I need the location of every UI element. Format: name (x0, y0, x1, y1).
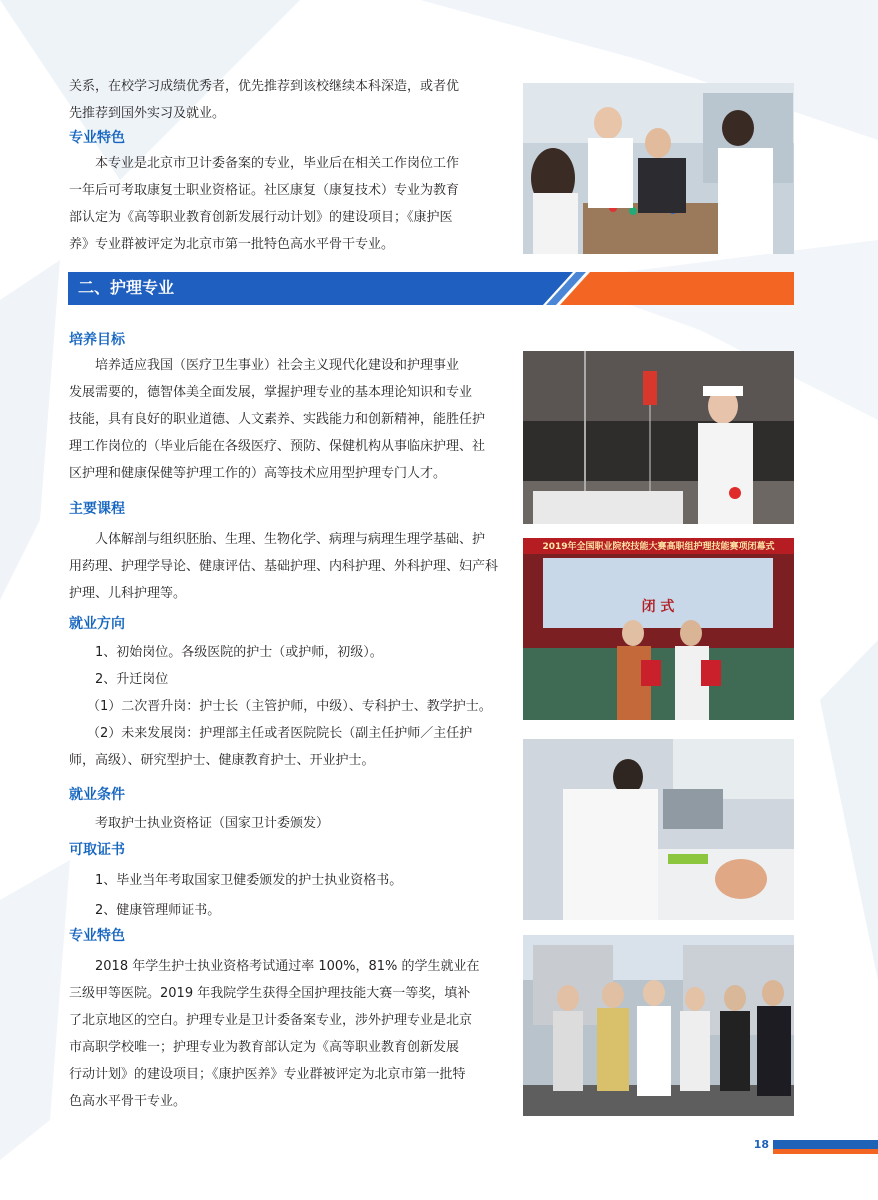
feature-paragraph (69, 150, 519, 258)
text-line: 护理、儿科护理等。 (69, 586, 187, 601)
intro-paragraph (69, 73, 514, 127)
text-line: 关系，在校学习成绩优秀者，优先推荐到该校继续本科深造，或者优 (69, 79, 460, 94)
text-line: 考取护士执业资格证（国家卫计委颁发） (95, 816, 330, 831)
section-heading: 可取证书 (69, 842, 125, 858)
page-number: 18 (753, 1138, 769, 1151)
text-line: 2、升迁岗位 (95, 672, 169, 687)
text-line: 用药理、护理学导论、健康评估、基础护理、内科护理、外科护理、妇产科 (69, 559, 499, 574)
section-heading: 专业特色 (69, 928, 125, 944)
section-heading: 主要课程 (69, 501, 125, 517)
rehab-training-photo (523, 83, 794, 254)
footer-bar (773, 1140, 878, 1154)
text-line: 区护理和健康保健等护理工作的）高等技术应用型护理专门人才。 (69, 466, 447, 481)
text-line: （1）二次晋升岗：护士长（主管护师，中级）、专科护士、教学护士。 (87, 699, 492, 714)
career-paragraph (69, 639, 519, 774)
text-line: 三级甲等医院。2019 年我院学生获得全国护理技能大赛一等奖，填补 (69, 986, 471, 1001)
section-heading: 就业方向 (69, 616, 125, 632)
text-line: 色高水平骨干专业。 (69, 1094, 187, 1109)
text-line: 师，高级）、研究型护士、健康教育护士、开业护士。 (69, 753, 375, 768)
text-line: 本专业是北京市卫计委备案的专业，毕业后在相关工作岗位工作 (95, 156, 460, 171)
screen-text: 闭 式 (641, 599, 675, 615)
text-line: 1、初始岗位。各级医院的护士（或护师，初级）。 (95, 645, 383, 660)
section-heading: 培养目标 (69, 332, 125, 348)
text-line: 一年后可考取康复士职业资格证。社区康复（康复技术）专业为教育 (69, 183, 460, 198)
text-line: 部认定为《高等职业教育创新发展行动计划》的建设项目；《康护医 (69, 210, 453, 225)
text-line: 了北京地区的空白。护理专业是卫计委备案专业，涉外护理专业是北京 (69, 1013, 473, 1028)
text-line: 行动计划》的建设项目；《康护医养》专业群被评定为北京市第一批特 (69, 1067, 466, 1082)
nursing-skills-photo (523, 351, 794, 524)
text-line: （2）未来发展岗：护理部主任或者医院院长（副主任护师／主任护 (87, 726, 473, 741)
nursing-feature-paragraph (69, 953, 519, 1115)
text-line: 发展需要的，德智体美全面发展，掌握护理专业的基本理论知识和专业 (69, 385, 473, 400)
section-banner (68, 272, 794, 305)
text-line: 先推荐到国外实习及就业。 (69, 106, 226, 121)
clinical-simulation-photo (523, 739, 794, 920)
group-photo (523, 935, 794, 1116)
section-heading: 就业条件 (69, 787, 125, 803)
text-line: 培养适应我国（医疗卫生事业）社会主义现代化建设和护理事业 (95, 358, 460, 373)
text-line: 人体解剖与组织胚胎、生理、生物化学、病理与病理生理学基础、护 (95, 532, 486, 547)
banner-shape (68, 272, 794, 305)
text-line: 2、健康管理师证书。 (95, 903, 221, 918)
text-line: 1、毕业当年考取国家卫健委颁发的护士执业资格书。 (95, 873, 403, 888)
text-line: 技能，具有良好的职业道德、人文素养、实践能力和创新精神，能胜任护 (69, 412, 486, 427)
text-line: 养》专业群被评定为北京市第一批特色高水平骨干专业。 (69, 237, 395, 252)
award-banner-text: 2019年全国职业院校技能大赛高职组护理技能赛项闭幕式 (542, 542, 775, 552)
condition-paragraph (69, 810, 519, 837)
course-paragraph (69, 526, 519, 607)
section-heading: 专业特色 (69, 130, 125, 146)
cert-paragraph (69, 867, 519, 924)
text-line: 市高职学校唯一；护理专业为教育部认定为《高等职业教育创新发展 (69, 1040, 460, 1055)
banner-title: 二、护理专业 (78, 278, 175, 297)
text-line: 2018 年学生护士执业资格考试通过率 100%，81% 的学生就业在 (95, 959, 480, 974)
award-ceremony-photo (523, 538, 794, 720)
text-line: 理工作岗位的（毕业后能在各级医疗、预防、保健机构从事临床护理、社 (69, 439, 486, 454)
goal-paragraph (69, 352, 519, 487)
